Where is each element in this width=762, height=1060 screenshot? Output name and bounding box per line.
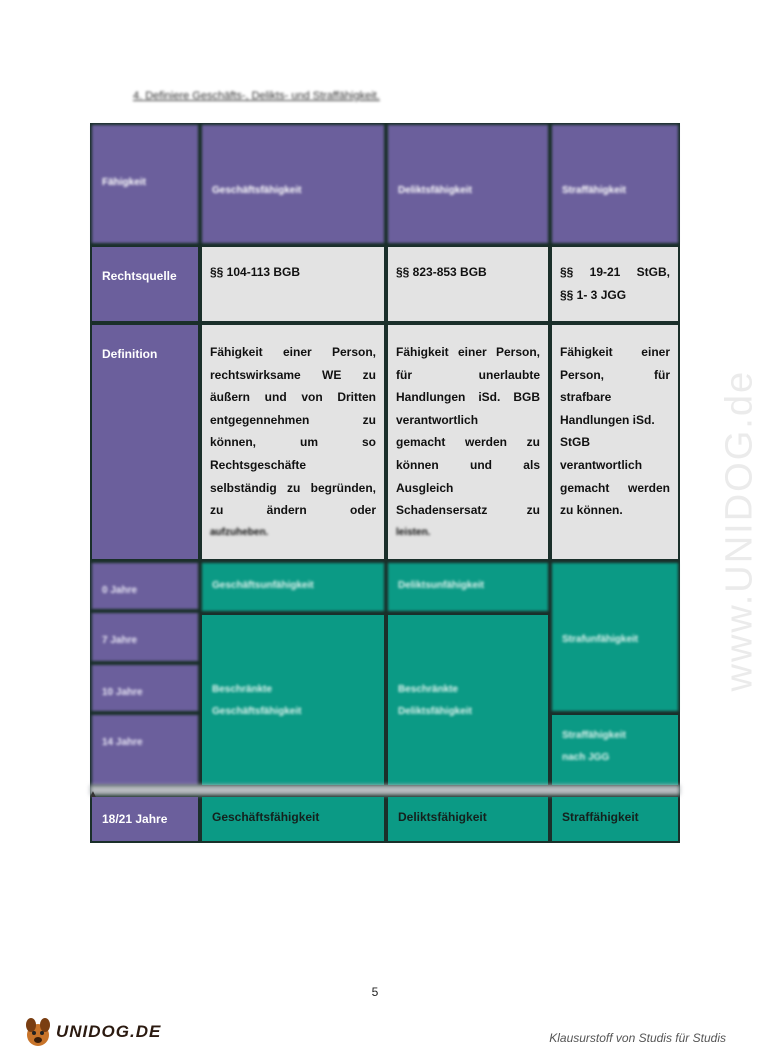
def-line: strafbare	[560, 390, 612, 405]
age-label-7: 7 Jahre	[92, 613, 198, 661]
straf-14-line2: nach JGG	[562, 752, 610, 763]
geschaeft-7-line1: Beschränkte	[212, 684, 273, 695]
delikt-7-line1: Beschränkte	[398, 684, 459, 695]
delikt-18: Deliktsfähigkeit	[388, 797, 548, 841]
definition-geschaeft	[202, 325, 384, 559]
header-cell-geschaeft: Geschäftsfähigkeit	[202, 125, 384, 243]
def-line: können und als	[396, 457, 540, 472]
straf-14	[552, 715, 678, 785]
question-heading: 4. Definiere Geschäfts-, Delikts- und Straffähigkeit.	[133, 90, 380, 102]
mouse-cursor-icon: ▲	[88, 789, 98, 800]
def-line: können, um so	[210, 435, 376, 450]
scan-band	[90, 785, 680, 795]
header-cell-straf: Straffähigkeit	[552, 125, 678, 243]
comparison-table	[90, 123, 680, 843]
def-line: Fähigkeit einer	[560, 345, 670, 359]
unidog-logo-text: UNIDOG.DE	[56, 1022, 162, 1041]
header-cell-faehigkeit: Fähigkeit	[92, 125, 198, 243]
definition-straf	[552, 325, 678, 559]
row-label-rechtsquelle: Rechtsquelle	[92, 247, 198, 321]
header-cell-delikt: Deliktsfähigkeit	[388, 125, 548, 243]
def-line: gemacht werden	[560, 480, 670, 495]
geschaeft-7	[202, 615, 384, 785]
def-line: Rechtsgeschäfte	[210, 457, 307, 472]
def-line: entgegennehmen zu	[210, 412, 376, 427]
def-line: Handlungen iSd. BGB	[396, 390, 540, 405]
delikt-7-line2: Deliktsfähigkeit	[398, 706, 472, 717]
straf-0: Strafunfähigkeit	[552, 563, 678, 711]
def-line: zu können.	[560, 503, 623, 518]
rechtsquelle-straf-line1: §§ 19-21 StGB,	[560, 265, 670, 279]
rechtsquelle-straf-line2: §§ 1- 3 JGG	[560, 287, 627, 302]
def-line: Fähigkeit einer Person,	[210, 345, 376, 359]
straf-14-line1: Straffähigkeit	[562, 730, 626, 741]
def-line: Schadensersatz zu	[396, 503, 540, 518]
delikt-7	[388, 615, 548, 785]
geschaeft-7-line2: Geschäftsfähigkeit	[212, 706, 302, 717]
def-line: gemacht werden zu	[396, 435, 540, 450]
geschaeft-18: Geschäftsfähigkeit	[202, 797, 384, 841]
def-line: Handlungen iSd.	[560, 412, 655, 427]
def-line: Fähigkeit einer Person,	[396, 345, 540, 359]
delikt-0: Deliktsunfähigkeit	[388, 563, 548, 611]
row-label-definition: Definition	[92, 325, 198, 559]
def-line: rechtswirksame WE zu	[210, 367, 376, 382]
def-line: für unerlaubte	[396, 367, 540, 382]
def-line: äußern und von Dritten	[210, 390, 376, 405]
age-label-0: 0 Jahre	[92, 563, 198, 609]
def-line: Ausgleich	[396, 480, 454, 495]
age-label-10: 10 Jahre	[92, 665, 198, 711]
page-number: 5	[371, 985, 379, 999]
definition-delikt	[388, 325, 548, 559]
def-line: leisten.	[396, 526, 431, 538]
straf-18: Straffähigkeit	[552, 797, 678, 841]
rechtsquelle-geschaeft: §§ 104-113 BGB	[202, 247, 384, 321]
rechtsquelle-straf	[552, 247, 678, 321]
watermark: www.UNIDOG.de	[718, 369, 761, 692]
footer-tagline: Klausurstoff von Studis für Studis	[549, 1031, 726, 1045]
def-line: verantwortlich	[560, 457, 643, 472]
age-label-14: 14 Jahre	[92, 715, 198, 785]
def-line: selbständig zu begründen,	[210, 480, 376, 495]
def-line: zu ändern oder	[210, 503, 376, 518]
def-line: Person, für	[560, 367, 670, 382]
def-line: StGB	[560, 435, 590, 450]
rechtsquelle-delikt: §§ 823-853 BGB	[388, 247, 548, 321]
def-line: verantwortlich	[396, 412, 479, 427]
def-line: aufzuheben.	[210, 526, 269, 538]
geschaeft-0: Geschäftsunfähigkeit	[202, 563, 384, 611]
age-label-18: 18/21 Jahre	[92, 797, 198, 841]
